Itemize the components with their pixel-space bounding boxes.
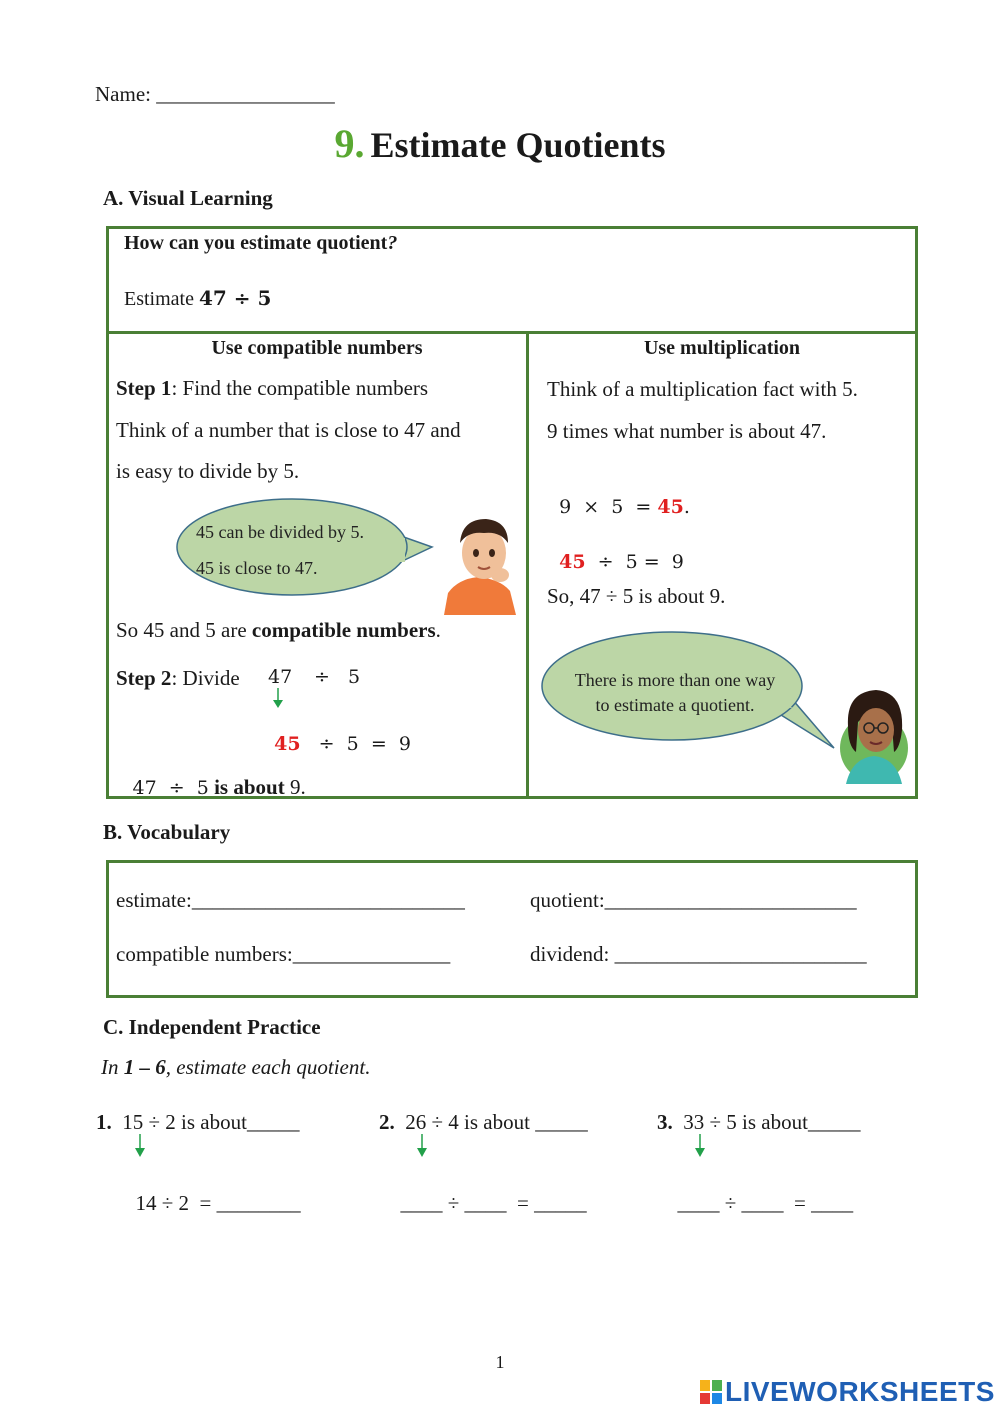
vocab-dividend-label: dividend: xyxy=(530,942,610,966)
step1-text: : Find the compatible numbers xyxy=(171,376,429,400)
division-rest: ÷ 5 = 9 xyxy=(597,551,684,573)
vocab-dividend-blank[interactable]: ________________________ xyxy=(614,942,867,966)
practice-instruction xyxy=(101,1055,370,1080)
about-bold: is about xyxy=(214,775,285,799)
step2-calc-rest: ÷ 5 = 9 xyxy=(318,733,411,755)
liveworksheets-logo xyxy=(700,1376,995,1408)
title-text: Estimate Quotients xyxy=(370,125,666,165)
vocab-quotient-label: quotient: xyxy=(530,888,605,912)
section-b-heading: B. Vocabulary xyxy=(103,820,231,844)
problem-3-estimate-line xyxy=(667,1166,853,1216)
step2-divisor: ÷ 5 xyxy=(314,666,361,688)
problem-1-quotient-blank[interactable]: ________ xyxy=(216,1191,301,1215)
division-line xyxy=(547,529,684,573)
boy-avatar xyxy=(438,513,518,615)
instruction-range: 1 – 6 xyxy=(123,1055,166,1079)
right-bubble-text xyxy=(548,668,802,718)
step2-text: : Divide xyxy=(171,666,240,690)
problem-2-quotient-blank[interactable]: _____ xyxy=(534,1191,587,1215)
about-line xyxy=(122,750,306,800)
vocab-compatible-label: compatible numbers: xyxy=(116,942,293,966)
mult-product: 45 xyxy=(657,496,684,518)
problem-1-expression: 15 ÷ 2 is about xyxy=(122,1110,247,1134)
estimate-label: Estimate xyxy=(124,288,194,310)
step2-compatible-dividend: 45 xyxy=(274,733,301,755)
name-blank[interactable]: _________________ xyxy=(156,82,335,106)
problem-3-compatible[interactable]: ____ ÷ ____ = xyxy=(677,1191,806,1215)
compatible-numbers-term: compatible numbers xyxy=(251,618,436,642)
vocab-estimate-blank[interactable]: __________________________ xyxy=(191,888,465,912)
problem-3-expression: 33 ÷ 5 is about xyxy=(683,1110,808,1134)
right-line-1: Think of a multiplication fact with 5. xyxy=(547,377,858,401)
question-text xyxy=(124,232,397,255)
so-compatible-line xyxy=(116,618,441,643)
problem-3 xyxy=(657,1110,860,1135)
step2-calculation xyxy=(262,711,411,755)
problem-2-number: 2. xyxy=(379,1110,395,1134)
left-column-heading: Use compatible numbers xyxy=(211,337,423,359)
section-c-heading: C. Independent Practice xyxy=(103,1015,321,1039)
step2-label: Step 2 xyxy=(116,666,172,690)
problem-3-down-arrow-icon xyxy=(693,1134,707,1160)
step1-label: Step 1 xyxy=(116,376,172,400)
about-prefix: 47 ÷ 5 xyxy=(132,777,209,799)
problem-3-answer-blank[interactable]: _____ xyxy=(807,1110,861,1134)
right-bubble-line-2: to estimate a quotient. xyxy=(595,695,755,715)
problem-3-quotient-blank[interactable]: ____ xyxy=(811,1191,854,1215)
vocab-quotient xyxy=(530,888,857,913)
multiplication-line xyxy=(547,474,690,518)
problem-2-down-arrow-icon xyxy=(415,1134,429,1160)
vocabulary-box xyxy=(106,860,918,998)
estimate-expression: 47 ÷ 5 xyxy=(198,286,272,310)
problem-2 xyxy=(379,1110,588,1135)
section-a-heading: A. Visual Learning xyxy=(103,186,273,210)
right-line-2: 9 times what number is about 47. xyxy=(547,419,827,443)
problem-3-number: 3. xyxy=(657,1110,673,1134)
problem-2-compatible[interactable]: ____ ÷ ____ = xyxy=(400,1191,529,1215)
about-value: 9. xyxy=(289,775,306,799)
vocab-estimate xyxy=(116,888,465,913)
step2-dividend: 47 xyxy=(268,666,293,688)
problem-2-expression: 26 ÷ 4 is about xyxy=(405,1110,530,1134)
estimate-line xyxy=(124,286,271,311)
name-label: Name: xyxy=(95,82,151,106)
box-divider-horizontal xyxy=(106,331,918,334)
instruction-prefix: In xyxy=(101,1055,119,1079)
page-number: 1 xyxy=(495,1352,505,1372)
problem-1-answer-blank[interactable]: _____ xyxy=(246,1110,300,1134)
question-main: How can you estimate quotient xyxy=(124,232,388,254)
liveworksheets-logo-text: LIVEWORKSHEETS xyxy=(725,1376,995,1407)
liveworksheets-logo-icon xyxy=(700,1380,722,1404)
right-column-heading: Use multiplication xyxy=(643,337,801,359)
right-bubble-line-1: There is more than one way xyxy=(574,670,776,690)
box-divider-vertical xyxy=(526,331,529,799)
problem-1-number: 1. xyxy=(96,1110,112,1134)
problem-1 xyxy=(96,1110,299,1135)
name-line xyxy=(95,82,335,107)
girl-avatar xyxy=(836,686,912,784)
page-title xyxy=(0,120,1000,167)
problem-1-compatible: 14 ÷ 2 = xyxy=(135,1191,212,1215)
question-mark: ? xyxy=(387,232,398,254)
problem-1-estimate-line xyxy=(125,1166,301,1216)
instruction-suffix: , estimate each quotient. xyxy=(165,1055,371,1079)
so-prefix: So 45 and 5 are xyxy=(116,618,247,642)
left-line-1: Think of a number that is close to 47 and xyxy=(116,418,461,442)
step2-down-arrow-icon xyxy=(271,688,285,710)
vocab-quotient-blank[interactable]: ________________________ xyxy=(604,888,857,912)
so-suffix: . xyxy=(435,618,441,642)
title-number: 9. xyxy=(334,121,365,166)
left-line-2: is easy to divide by 5. xyxy=(116,459,300,483)
vocab-compatible-blank[interactable]: _______________ xyxy=(292,942,451,966)
division-dividend: 45 xyxy=(559,551,586,573)
problem-1-down-arrow-icon xyxy=(133,1134,147,1160)
problem-2-estimate-line xyxy=(390,1166,587,1216)
vocab-estimate-label: estimate: xyxy=(116,888,192,912)
problem-2-answer-blank[interactable]: _____ xyxy=(535,1110,588,1134)
vocab-dividend xyxy=(530,942,867,967)
mult-prefix: 9 × 5 = xyxy=(559,496,652,518)
left-bubble-line-1: 45 can be divided by 5. xyxy=(196,522,364,542)
left-bubble-line-2: 45 is close to 47. xyxy=(196,558,318,578)
left-bubble-text xyxy=(180,514,416,586)
vocab-compatible xyxy=(116,942,450,967)
mult-suffix: . xyxy=(683,496,690,518)
step1-line xyxy=(116,376,428,401)
step2-line xyxy=(116,666,240,691)
right-so-line: So, 47 ÷ 5 is about 9. xyxy=(547,584,726,608)
